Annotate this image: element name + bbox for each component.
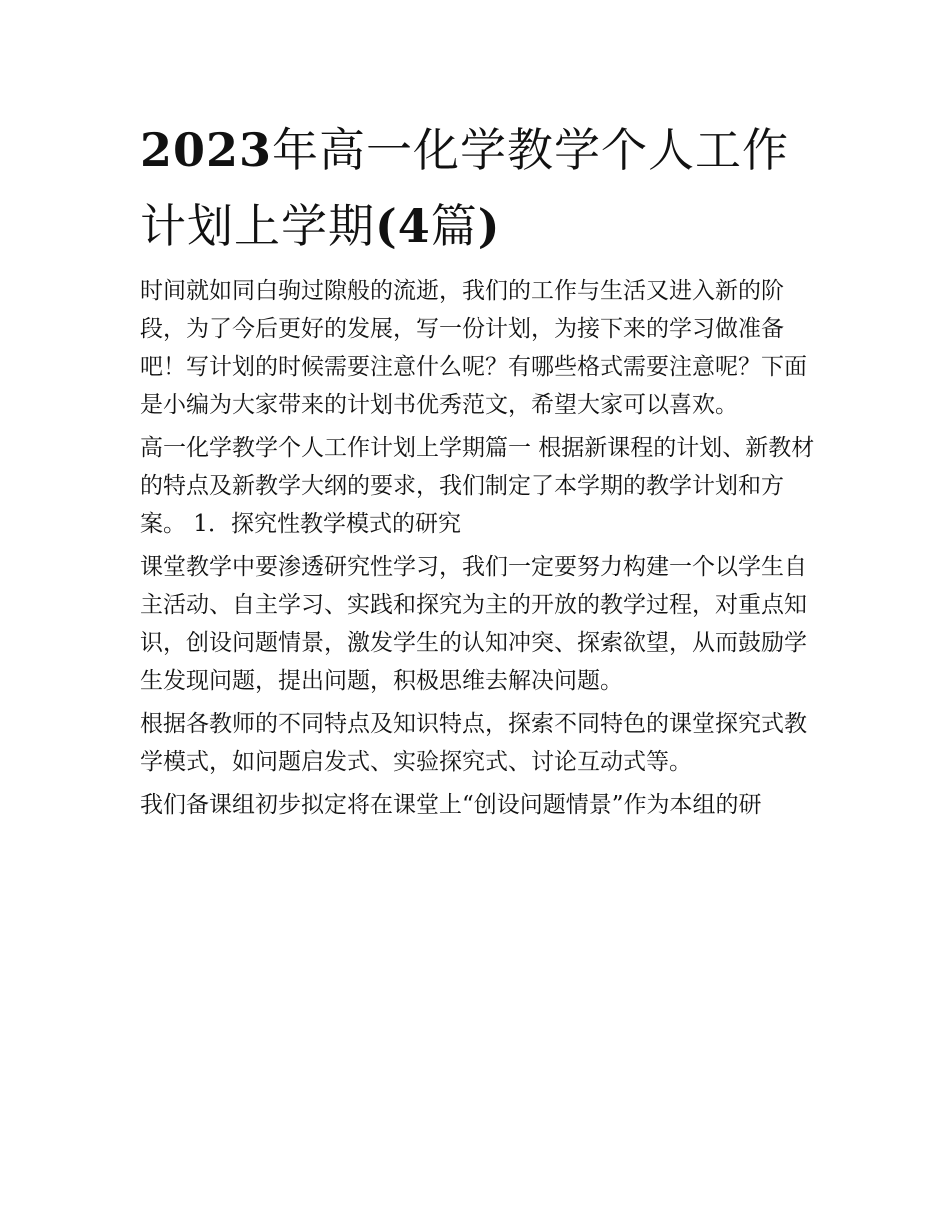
paragraph-teaching-modes: 根据各教师的不同特点及知识特点，探索不同特色的课堂探究式教学模式，如问题启发式、实验探究式、讨论互动式等。 — [140, 711, 807, 775]
document-page — [140, 112, 820, 824]
paragraph-inquiry: 课堂教学中要渗透研究性学习，我们一定要努力构建一个以学生自主活动、自主学习、实践和探究为主的开放的教学过程，对重点知识，创设问题情景，激发学生的认知冲突、探索欲望，从而鼓励学生发现问题，提出问题，积极思维去解决问题。 — [140, 554, 807, 694]
title-line-1 — [140, 112, 820, 188]
document-title — [140, 112, 820, 264]
paragraph-lesson-group: 我们备课组初步拟定将在课堂上“创设问题情景”作为本组的研 — [140, 792, 762, 818]
title-line-2-text: 计划上学期 — [140, 199, 375, 253]
paragraph-intro: 时间就如同白驹过隙般的流逝，我们的工作与生活又进入新的阶段，为了今后更好的发展，写一份计划，为接下来的学习做准备吧！写计划的时候需要注意什么呢？有哪些格式需要注意呢？下面是小编为大家带来的计划书优秀范文，希望大家可以喜欢。 — [140, 278, 807, 418]
title-year: 2023 — [140, 123, 273, 177]
title-count-unit: 篇 — [430, 199, 478, 253]
title-paren-close: ) — [477, 199, 501, 253]
title-count: (4 — [375, 199, 431, 253]
title-line-1-text: 年高一化学教学个人工作 — [272, 123, 790, 177]
title-line-2 — [140, 188, 820, 264]
paragraph-plan-1: 高一化学教学个人工作计划上学期篇一 根据新课程的计划、新教材的特点及新教学大纲的要求，我们制定了本学期的教学计划和方案。 1．探究性教学模式的研究 — [140, 435, 815, 537]
